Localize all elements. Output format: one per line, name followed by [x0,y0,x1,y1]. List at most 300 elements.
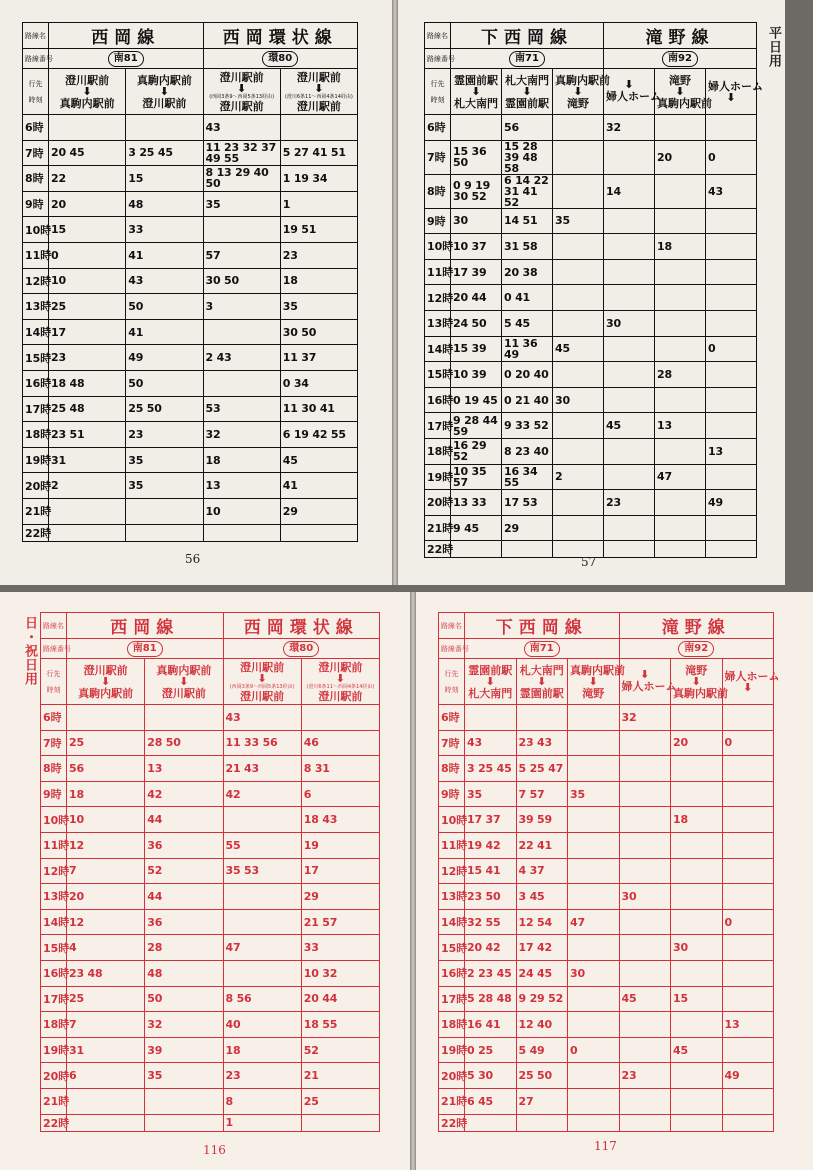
table-row [23,345,358,371]
hour-label: 8時 [23,166,49,192]
destination-from: 真駒内駅前 [555,73,610,87]
departure-minutes [280,524,357,541]
departure-minutes [722,1114,774,1131]
hour-label: 14時 [41,909,67,935]
arrow-down-icon: ⬇ [179,674,189,688]
arrow-down-icon: ⬇ [640,668,650,681]
departure-minutes [604,285,655,311]
departure-minutes: 13 [706,438,757,464]
departure-minutes: 9 28 44 59 [451,413,502,439]
table-row [439,986,774,1012]
departure-minutes: 25 [301,1088,379,1114]
departure-minutes: 43 [223,705,301,731]
departure-minutes [604,541,655,558]
departure-minutes: 41 [280,473,357,499]
destination-to: 澄川駅前 [318,689,363,703]
departure-minutes: 53 [203,396,280,422]
departure-minutes: 17 53 [502,490,553,516]
destination-from: 澄川駅前 [240,660,285,674]
arrow-down-icon: ⬇ [335,671,345,685]
time-label: 時刻 [28,95,43,104]
departure-minutes [451,541,502,558]
table-row [23,473,358,499]
departure-minutes [706,541,757,558]
table-row [425,208,757,234]
departure-minutes: 4 37 [516,858,568,884]
destination-header [722,659,780,705]
departure-minutes [619,832,671,858]
departure-minutes [553,259,604,285]
hour-label: 6時 [41,705,67,731]
weekday-east-timetable [424,22,763,558]
departure-minutes: 23 [49,345,126,371]
hour-label: 6時 [439,705,465,731]
departure-minutes: 32 55 [465,909,517,935]
departure-minutes: 13 [655,413,706,439]
departure-minutes: 50 [126,370,203,396]
departure-minutes: 6 [67,1063,145,1089]
departure-minutes: 48 [126,191,203,217]
table-row [23,498,358,524]
destination-header [706,69,763,115]
departure-minutes: 50 [145,986,223,1012]
departure-minutes: 6 14 22 31 41 52 [502,174,553,208]
departure-minutes [706,208,757,234]
time-label: 時刻 [430,95,445,104]
departure-minutes: 19 [301,832,379,858]
departure-minutes: 25 [49,294,126,320]
departure-minutes: 0 34 [280,370,357,396]
arrow-down-icon: ⬇ [675,84,685,98]
table-row [439,1063,774,1089]
departure-minutes: 32 [145,1012,223,1038]
departure-minutes: 25 48 [49,396,126,422]
table-row [41,1088,380,1114]
departure-minutes [553,115,604,141]
departure-minutes [568,1088,620,1114]
departure-minutes: 30 [671,935,723,961]
arrow-down-icon: ⬇ [691,674,701,688]
departure-minutes [301,705,379,731]
departure-minutes: 22 41 [516,832,568,858]
route-number-badge: 南81 [127,641,163,657]
departure-minutes: 46 [301,730,379,756]
departure-minutes: 21 43 [223,756,301,782]
destination-label: 行先 [430,79,445,88]
departure-minutes [722,960,774,986]
departure-minutes [604,464,655,490]
departure-minutes: 23 48 [67,960,145,986]
departure-minutes: 0 19 45 [451,387,502,413]
departure-minutes [604,387,655,413]
departure-minutes: 13 [722,1012,774,1038]
table-row [425,140,757,174]
time-label: 時刻 [444,685,459,694]
departure-minutes [604,438,655,464]
departure-minutes [568,1012,620,1038]
destination-header [223,659,301,705]
departure-minutes [604,362,655,388]
arrow-down-icon: ⬇ [159,84,169,98]
departure-minutes: 19 42 [465,832,517,858]
departure-minutes: 47 [223,935,301,961]
departure-minutes: 20 45 [49,140,126,166]
table-row [439,858,774,884]
departure-minutes: 18 55 [301,1012,379,1038]
route-number-cell [604,49,757,69]
departure-minutes: 15 [49,217,126,243]
departure-minutes: 15 [126,166,203,192]
departure-minutes [67,1114,145,1131]
route-number-cell [451,49,604,69]
departure-minutes: 13 [203,473,280,499]
departure-minutes: 5 49 [516,1037,568,1063]
weekday-west-timetable [22,22,358,542]
departure-minutes: 16 34 55 [502,464,553,490]
arrow-down-icon: ⬇ [485,674,495,688]
destination-to: 澄川駅前 [296,99,341,113]
departure-minutes [280,115,357,141]
destination-from: 澄川駅前 [296,70,341,84]
table-row [23,217,358,243]
destination-from: 澄川駅前 [83,663,128,677]
departure-minutes [671,756,723,782]
table-row [23,191,358,217]
arrow-down-icon: ⬇ [257,671,267,685]
arrow-down-icon: ⬇ [237,81,247,95]
departure-minutes [655,285,706,311]
hour-label: 22時 [23,524,49,541]
table-row [425,464,757,490]
hour-label: 13時 [41,884,67,910]
destination-to: 札大南門 [454,96,498,110]
destination-header [203,69,280,115]
hour-label: 7時 [41,730,67,756]
departure-minutes [568,1063,620,1089]
departure-minutes: 13 33 [451,490,502,516]
departure-minutes [451,115,502,141]
departure-minutes: 20 44 [451,285,502,311]
departure-minutes [722,884,774,910]
table-row [41,705,380,731]
destination-header [145,659,223,705]
table-row [425,259,757,285]
departure-minutes: 42 [223,781,301,807]
table-row [41,832,380,858]
departure-minutes: 28 [145,935,223,961]
departure-minutes: 35 [568,781,620,807]
departure-minutes [722,858,774,884]
departure-minutes: 10 37 [451,234,502,260]
table-row [425,115,757,141]
departure-minutes: 17 [49,319,126,345]
destination-header [126,69,203,115]
departure-minutes: 19 51 [280,217,357,243]
departure-minutes [619,1012,671,1038]
departure-minutes: 7 57 [516,781,568,807]
departure-minutes: 20 42 [465,935,517,961]
departure-minutes: 18 [203,447,280,473]
hour-label: 11時 [23,242,49,268]
arrow-down-icon: ⬇ [743,681,753,694]
departure-minutes [706,515,757,541]
route-number-badge: 南92 [662,51,698,67]
departure-minutes: 11 37 [280,345,357,371]
route-number-cell [67,639,224,659]
departure-minutes: 11 30 41 [280,396,357,422]
table-row [425,362,757,388]
departure-minutes: 25 50 [516,1063,568,1089]
hour-label: 9時 [41,781,67,807]
via-note: (西岡3条9～西岡5条13経由) [209,93,275,100]
departure-minutes: 23 51 [49,422,126,448]
departure-minutes: 35 [553,208,604,234]
hour-label: 12時 [41,858,67,884]
hour-label: 12時 [23,268,49,294]
departure-minutes: 23 [619,1063,671,1089]
route-name: 西岡環状線 [223,613,380,639]
departure-minutes [145,1088,223,1114]
hour-label: 6時 [23,115,49,141]
departure-minutes: 2 23 45 [465,960,517,986]
route-number-cell [203,49,358,69]
departure-minutes [67,1088,145,1114]
departure-minutes: 20 38 [502,259,553,285]
hour-label: 20時 [425,490,451,516]
hour-label: 19時 [41,1037,67,1063]
destination-to: 澄川駅前 [219,99,264,113]
holiday-west-timetable [40,612,380,1132]
departure-minutes [706,234,757,260]
departure-minutes [145,1114,223,1131]
departure-minutes [722,781,774,807]
departure-minutes: 17 [301,858,379,884]
arrow-down-icon: ⬇ [573,84,583,98]
destination-label: 行先 [444,669,459,678]
departure-minutes: 48 [145,960,223,986]
hour-label: 22時 [425,541,451,558]
hour-label: 22時 [41,1114,67,1131]
departure-minutes: 41 [126,242,203,268]
destination-header [619,659,677,705]
departure-minutes: 32 [604,115,655,141]
departure-minutes: 43 [203,115,280,141]
hour-label: 7時 [439,730,465,756]
departure-minutes: 50 [126,294,203,320]
departure-minutes [671,705,723,731]
hour-label: 8時 [439,756,465,782]
days-label: 日・祝日用 [22,616,37,686]
hour-label: 19時 [23,447,49,473]
destination-to: 札大南門 [468,686,513,700]
departure-minutes: 23 [280,242,357,268]
departure-minutes [671,884,723,910]
departure-minutes: 29 [280,498,357,524]
departure-minutes: 14 [604,174,655,208]
departure-minutes [706,413,757,439]
table-row [439,832,774,858]
via-note: (澄川6条11～西岡4条14経由) [284,93,353,100]
departure-minutes: 17 39 [451,259,502,285]
departure-minutes: 1 19 34 [280,166,357,192]
departure-minutes [722,832,774,858]
route-number-badge: 南71 [524,641,560,657]
hour-label: 15時 [23,345,49,371]
departure-minutes [619,781,671,807]
destination-header [67,659,145,705]
hour-label: 21時 [425,515,451,541]
route-number-badge: 南81 [108,51,144,67]
departure-minutes [465,1114,517,1131]
departure-minutes: 29 [301,884,379,910]
departure-minutes: 27 [516,1088,568,1114]
arrow-down-icon: ⬇ [101,674,111,688]
via-note: (西岡3条9～西岡5条13経由) [229,683,295,690]
departure-minutes: 15 39 [451,336,502,362]
table-row [23,422,358,448]
departure-minutes [223,909,301,935]
departure-minutes [671,781,723,807]
departure-minutes: 30 50 [203,268,280,294]
destination-from: 婦人ホーム [724,670,780,683]
departure-minutes: 8 31 [301,756,379,782]
departure-minutes: 8 56 [223,986,301,1012]
departure-minutes: 8 13 29 40 50 [203,166,280,192]
departure-minutes [568,935,620,961]
departure-minutes: 45 [619,986,671,1012]
departure-minutes [722,705,774,731]
departure-minutes: 30 [451,208,502,234]
destination-to: 霊園前駅 [505,96,549,110]
route-number-cell [465,639,620,659]
destination-from: 澄川駅前 [219,70,264,84]
departure-minutes: 15 36 50 [451,140,502,174]
departure-minutes: 43 [126,268,203,294]
departure-minutes [203,370,280,396]
departure-minutes [126,524,203,541]
departure-minutes: 30 [553,387,604,413]
departure-minutes [706,362,757,388]
route-name: 下西岡線 [465,613,620,639]
destination-header [553,69,610,115]
departure-minutes [568,832,620,858]
departure-minutes: 32 [619,705,671,731]
departure-minutes [619,1114,671,1131]
departure-minutes: 31 58 [502,234,553,260]
table-row [425,336,757,362]
departure-minutes: 9 29 52 [516,986,568,1012]
destination-from: 霊園前駅 [454,73,498,87]
departure-minutes: 30 [619,884,671,910]
departure-minutes: 31 [49,447,126,473]
departure-minutes: 0 9 19 30 52 [451,174,502,208]
hour-label: 13時 [425,310,451,336]
table-row [439,1012,774,1038]
departure-minutes: 39 [145,1037,223,1063]
table-row [439,807,774,833]
departure-minutes: 23 [223,1063,301,1089]
table-row [41,756,380,782]
departure-minutes: 23 50 [465,884,517,910]
departure-minutes [553,140,604,174]
destination-to: 婦人ホーム [606,90,661,103]
departure-minutes: 45 [553,336,604,362]
departure-minutes [671,1012,723,1038]
table-row [439,781,774,807]
departure-minutes [203,524,280,541]
departure-minutes: 35 [203,191,280,217]
departure-minutes: 18 43 [301,807,379,833]
departure-minutes: 0 [722,730,774,756]
destination-from: 真駒内駅前 [570,663,625,677]
departure-minutes [619,730,671,756]
table-row [41,807,380,833]
route-name-label: 路線名 [439,613,465,639]
departure-minutes: 30 [604,310,655,336]
table-row [425,234,757,260]
departure-minutes [619,960,671,986]
table-row [23,319,358,345]
via-note: (澄川6条11～西岡4条14経由) [306,683,375,690]
departure-minutes: 12 40 [516,1012,568,1038]
departure-minutes: 25 50 [126,396,203,422]
departure-minutes [722,807,774,833]
destination-header [502,69,553,115]
destination-to: 婦人ホーム [621,680,677,693]
table-row [439,909,774,935]
hour-label: 11時 [41,832,67,858]
destination-header [516,659,568,705]
departure-minutes: 30 50 [280,319,357,345]
route-number-badge: 南71 [509,51,545,67]
departure-minutes [553,234,604,260]
departure-minutes [722,756,774,782]
destination-from: 滝野 [685,663,708,677]
departure-minutes [553,362,604,388]
departure-minutes: 10 [49,268,126,294]
hour-label: 15時 [439,935,465,961]
hour-label: 9時 [23,191,49,217]
departure-minutes: 45 [604,413,655,439]
hour-label: 21時 [439,1088,465,1114]
departure-minutes: 11 33 56 [223,730,301,756]
departure-minutes: 47 [655,464,706,490]
departure-minutes [706,115,757,141]
departure-minutes: 41 [126,319,203,345]
table-row [425,490,757,516]
departure-minutes: 35 [126,473,203,499]
hour-label: 10時 [41,807,67,833]
hour-label: 18時 [23,422,49,448]
hour-label: 10時 [23,217,49,243]
departure-minutes [706,310,757,336]
departure-minutes: 45 [280,447,357,473]
departure-minutes [604,140,655,174]
departure-minutes: 6 45 [465,1088,517,1114]
departure-minutes: 49 [722,1063,774,1089]
destination-from: 澄川駅前 [65,73,110,87]
departure-minutes [568,986,620,1012]
departure-minutes [465,705,517,731]
departure-minutes [553,285,604,311]
departure-minutes: 44 [145,884,223,910]
departure-minutes [223,807,301,833]
departure-minutes: 16 29 52 [451,438,502,464]
departure-minutes: 12 [67,909,145,935]
hour-label: 16時 [439,960,465,986]
departure-minutes: 12 [67,832,145,858]
hour-label: 14時 [439,909,465,935]
